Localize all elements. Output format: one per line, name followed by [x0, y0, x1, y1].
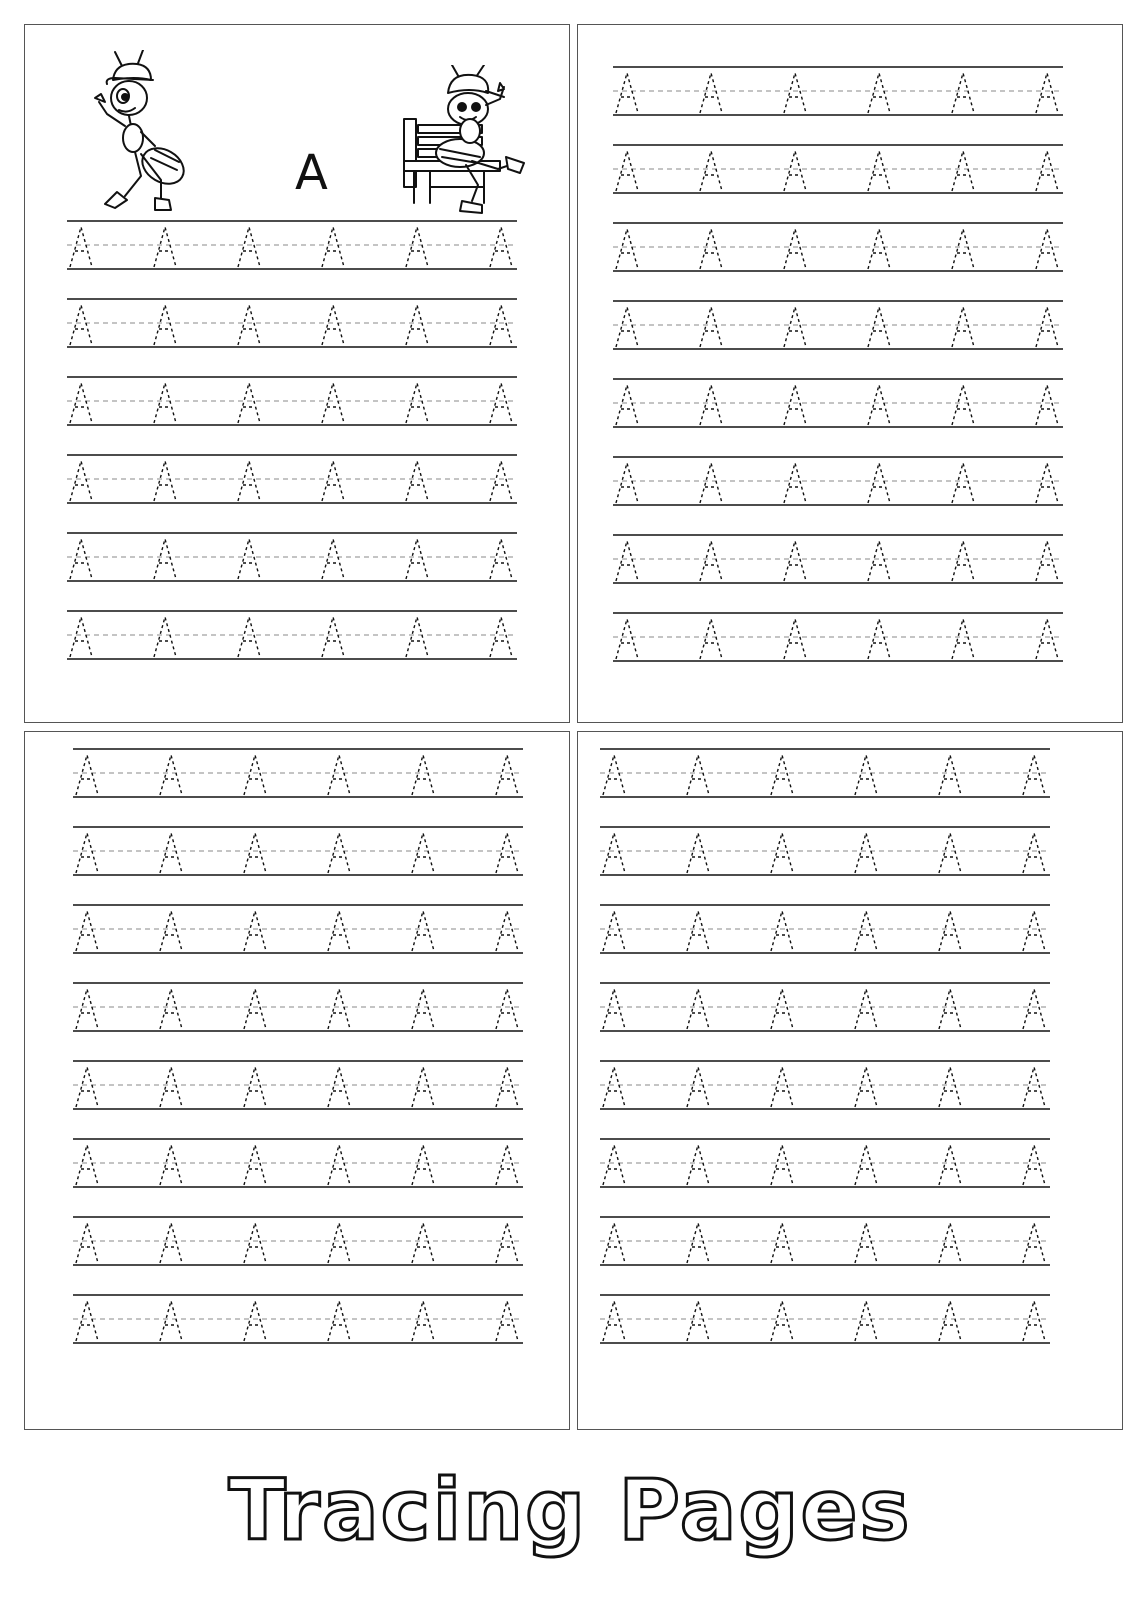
- trace-letter-a: [1023, 911, 1045, 951]
- trace-letter-a: [939, 833, 961, 873]
- trace-letter-a: [496, 1223, 518, 1263]
- trace-letter-a: [784, 619, 806, 659]
- tracing-row: [67, 533, 517, 581]
- trace-letter-a: [603, 1145, 625, 1185]
- trace-letter-a: [1023, 1301, 1045, 1341]
- trace-letter-a: [784, 307, 806, 347]
- trace-letter-a: [700, 385, 722, 425]
- trace-letter-a: [952, 151, 974, 191]
- trace-letter-a: [603, 1067, 625, 1107]
- tracing-row: [600, 1295, 1050, 1343]
- trace-letter-a: [154, 539, 176, 579]
- trace-letter-a: [616, 151, 638, 191]
- trace-letter-a: [328, 911, 350, 951]
- trace-letter-a: [1036, 151, 1058, 191]
- trace-letter-a: [412, 833, 434, 873]
- trace-letter-a: [412, 1145, 434, 1185]
- trace-letter-a: [700, 73, 722, 113]
- trace-letter-a: [616, 73, 638, 113]
- trace-letter-a: [952, 385, 974, 425]
- trace-letter-a: [784, 229, 806, 269]
- trace-letter-a: [855, 1067, 877, 1107]
- trace-letter-a: [939, 1145, 961, 1185]
- trace-letter-a: [603, 755, 625, 795]
- trace-letter-a: [238, 539, 260, 579]
- trace-letter-a: [868, 541, 890, 581]
- trace-letter-a: [687, 911, 709, 951]
- tracing-row: [600, 749, 1050, 797]
- trace-letter-a: [1036, 619, 1058, 659]
- tracing-row: [73, 1139, 523, 1187]
- trace-letter-a: [322, 539, 344, 579]
- trace-letter-a: [70, 617, 92, 657]
- trace-letter-a: [412, 911, 434, 951]
- trace-letter-a: [496, 989, 518, 1029]
- trace-letter-a: [244, 989, 266, 1029]
- trace-letter-a: [1023, 1223, 1045, 1263]
- trace-letter-a: [771, 1067, 793, 1107]
- tracing-row: [613, 535, 1063, 583]
- trace-letter-a: [855, 989, 877, 1029]
- trace-letter-a: [952, 229, 974, 269]
- trace-letter-a: [700, 307, 722, 347]
- trace-letter-a: [784, 385, 806, 425]
- trace-letter-a: [160, 833, 182, 873]
- trace-letter-a: [496, 1145, 518, 1185]
- trace-letter-a: [868, 229, 890, 269]
- trace-letter-a: [939, 1223, 961, 1263]
- trace-letter-a: [238, 461, 260, 501]
- trace-letter-a: [160, 1067, 182, 1107]
- trace-letter-a: [1036, 385, 1058, 425]
- trace-letter-a: [70, 305, 92, 345]
- trace-letter-a: [160, 1301, 182, 1341]
- tracing-row: [73, 983, 523, 1031]
- tracing-row: [73, 749, 523, 797]
- trace-letter-a: [322, 305, 344, 345]
- trace-letter-a: [687, 1145, 709, 1185]
- trace-letter-a: [700, 541, 722, 581]
- trace-letter-a: [406, 383, 428, 423]
- trace-letter-a: [868, 385, 890, 425]
- header-letter: A: [295, 145, 328, 201]
- tracing-row: [73, 905, 523, 953]
- trace-letter-a: [76, 833, 98, 873]
- trace-letter-a: [784, 541, 806, 581]
- trace-letter-a: [687, 1223, 709, 1263]
- trace-letter-a: [412, 755, 434, 795]
- trace-letter-a: [496, 1301, 518, 1341]
- tracing-row: [613, 613, 1063, 661]
- tracing-page-4: [577, 731, 1123, 1430]
- trace-letter-a: [160, 755, 182, 795]
- trace-letter-a: [244, 755, 266, 795]
- trace-letter-a: [244, 1223, 266, 1263]
- trace-letter-a: [244, 911, 266, 951]
- trace-letter-a: [238, 383, 260, 423]
- tracing-row: [613, 223, 1063, 271]
- trace-letter-a: [70, 227, 92, 267]
- trace-letter-a: [868, 73, 890, 113]
- trace-letter-a: [322, 227, 344, 267]
- trace-letter-a: [616, 541, 638, 581]
- trace-letter-a: [412, 1067, 434, 1107]
- trace-letter-a: [496, 911, 518, 951]
- trace-letter-a: [1023, 1145, 1045, 1185]
- trace-letter-a: [406, 305, 428, 345]
- tracing-page-3: [24, 731, 570, 1430]
- trace-letter-a: [160, 1223, 182, 1263]
- trace-letter-a: [328, 755, 350, 795]
- trace-letter-a: [687, 1067, 709, 1107]
- tracing-row: [67, 299, 517, 347]
- trace-letter-a: [244, 1067, 266, 1107]
- tracing-rows-page-1: [25, 25, 571, 724]
- trace-letter-a: [939, 755, 961, 795]
- tracing-row: [67, 221, 517, 269]
- footer-title: Tracing Pages: [228, 1461, 912, 1559]
- tracing-row: [67, 611, 517, 659]
- trace-letter-a: [603, 989, 625, 1029]
- trace-letter-a: [328, 1223, 350, 1263]
- trace-letter-a: [412, 1301, 434, 1341]
- trace-letter-a: [322, 461, 344, 501]
- tracing-row: [600, 1139, 1050, 1187]
- trace-letter-a: [244, 1301, 266, 1341]
- trace-letter-a: [160, 1145, 182, 1185]
- trace-letter-a: [603, 833, 625, 873]
- trace-letter-a: [868, 151, 890, 191]
- trace-letter-a: [603, 1301, 625, 1341]
- trace-letter-a: [1036, 307, 1058, 347]
- tracing-row: [73, 1295, 523, 1343]
- trace-letter-a: [328, 1067, 350, 1107]
- trace-letter-a: [76, 755, 98, 795]
- trace-letter-a: [700, 619, 722, 659]
- trace-letter-a: [687, 833, 709, 873]
- trace-letter-a: [868, 463, 890, 503]
- tracing-row: [613, 145, 1063, 193]
- trace-letter-a: [771, 911, 793, 951]
- trace-letter-a: [855, 755, 877, 795]
- tracing-rows-page-4: [578, 732, 1124, 1431]
- tracing-row: [613, 379, 1063, 427]
- trace-letter-a: [490, 539, 512, 579]
- trace-letter-a: [76, 911, 98, 951]
- trace-letter-a: [855, 911, 877, 951]
- trace-letter-a: [687, 1301, 709, 1341]
- trace-letter-a: [616, 463, 638, 503]
- trace-letter-a: [1023, 1067, 1045, 1107]
- trace-letter-a: [244, 833, 266, 873]
- trace-letter-a: [939, 1067, 961, 1107]
- trace-letter-a: [406, 539, 428, 579]
- trace-letter-a: [490, 305, 512, 345]
- trace-letter-a: [952, 463, 974, 503]
- trace-letter-a: [616, 307, 638, 347]
- trace-letter-a: [496, 833, 518, 873]
- trace-letter-a: [1023, 833, 1045, 873]
- trace-letter-a: [616, 385, 638, 425]
- trace-letter-a: [952, 307, 974, 347]
- trace-letter-a: [771, 989, 793, 1029]
- trace-letter-a: [406, 227, 428, 267]
- tracing-row: [600, 1061, 1050, 1109]
- trace-letter-a: [855, 1145, 877, 1185]
- trace-letter-a: [700, 229, 722, 269]
- trace-letter-a: [700, 151, 722, 191]
- trace-letter-a: [70, 383, 92, 423]
- trace-letter-a: [238, 305, 260, 345]
- trace-letter-a: [1036, 463, 1058, 503]
- trace-letter-a: [160, 911, 182, 951]
- tracing-row: [613, 301, 1063, 349]
- trace-letter-a: [328, 1145, 350, 1185]
- trace-letter-a: [868, 619, 890, 659]
- trace-letter-a: [490, 617, 512, 657]
- trace-letter-a: [496, 755, 518, 795]
- trace-letter-a: [1023, 755, 1045, 795]
- trace-letter-a: [244, 1145, 266, 1185]
- trace-letter-a: [771, 1223, 793, 1263]
- trace-letter-a: [490, 383, 512, 423]
- trace-letter-a: [603, 911, 625, 951]
- trace-letter-a: [322, 617, 344, 657]
- trace-letter-a: [771, 1301, 793, 1341]
- trace-letter-a: [490, 227, 512, 267]
- trace-letter-a: [855, 1301, 877, 1341]
- trace-letter-a: [771, 833, 793, 873]
- trace-letter-a: [687, 989, 709, 1029]
- trace-letter-a: [76, 1223, 98, 1263]
- trace-letter-a: [1023, 989, 1045, 1029]
- trace-letter-a: [238, 617, 260, 657]
- trace-letter-a: [406, 461, 428, 501]
- trace-letter-a: [322, 383, 344, 423]
- tracing-row: [600, 983, 1050, 1031]
- trace-letter-a: [784, 151, 806, 191]
- trace-letter-a: [616, 229, 638, 269]
- tracing-row: [613, 67, 1063, 115]
- tracing-row: [67, 377, 517, 425]
- trace-letter-a: [76, 1145, 98, 1185]
- trace-letter-a: [784, 463, 806, 503]
- trace-letter-a: [700, 463, 722, 503]
- trace-letter-a: [412, 989, 434, 1029]
- trace-letter-a: [939, 1301, 961, 1341]
- trace-letter-a: [687, 755, 709, 795]
- trace-letter-a: [76, 1067, 98, 1107]
- trace-letter-a: [855, 833, 877, 873]
- trace-letter-a: [952, 73, 974, 113]
- trace-letter-a: [412, 1223, 434, 1263]
- trace-letter-a: [238, 227, 260, 267]
- trace-letter-a: [328, 1301, 350, 1341]
- tracing-row: [73, 827, 523, 875]
- trace-letter-a: [939, 911, 961, 951]
- tracing-page-1: [24, 24, 570, 723]
- trace-letter-a: [328, 989, 350, 1029]
- trace-letter-a: [154, 305, 176, 345]
- trace-letter-a: [154, 383, 176, 423]
- trace-letter-a: [771, 755, 793, 795]
- trace-letter-a: [603, 1223, 625, 1263]
- trace-letter-a: [771, 1145, 793, 1185]
- tracing-rows-page-3: [25, 732, 571, 1431]
- tracing-row: [600, 1217, 1050, 1265]
- trace-letter-a: [952, 619, 974, 659]
- trace-letter-a: [160, 989, 182, 1029]
- tracing-row: [73, 1061, 523, 1109]
- trace-letter-a: [952, 541, 974, 581]
- trace-letter-a: [406, 617, 428, 657]
- trace-letter-a: [76, 1301, 98, 1341]
- tracing-rows-page-2: [578, 25, 1124, 724]
- trace-letter-a: [855, 1223, 877, 1263]
- trace-letter-a: [154, 617, 176, 657]
- trace-letter-a: [1036, 73, 1058, 113]
- tracing-row: [67, 455, 517, 503]
- tracing-row: [73, 1217, 523, 1265]
- trace-letter-a: [784, 73, 806, 113]
- trace-letter-a: [328, 833, 350, 873]
- trace-letter-a: [496, 1067, 518, 1107]
- trace-letter-a: [490, 461, 512, 501]
- trace-letter-a: [1036, 229, 1058, 269]
- trace-letter-a: [939, 989, 961, 1029]
- tracing-row: [613, 457, 1063, 505]
- trace-letter-a: [1036, 541, 1058, 581]
- tracing-page-2: [577, 24, 1123, 723]
- trace-letter-a: [154, 461, 176, 501]
- trace-letter-a: [70, 461, 92, 501]
- trace-letter-a: [76, 989, 98, 1029]
- tracing-row: [600, 905, 1050, 953]
- trace-letter-a: [868, 307, 890, 347]
- tracing-row: [600, 827, 1050, 875]
- trace-letter-a: [70, 539, 92, 579]
- trace-letter-a: [154, 227, 176, 267]
- trace-letter-a: [616, 619, 638, 659]
